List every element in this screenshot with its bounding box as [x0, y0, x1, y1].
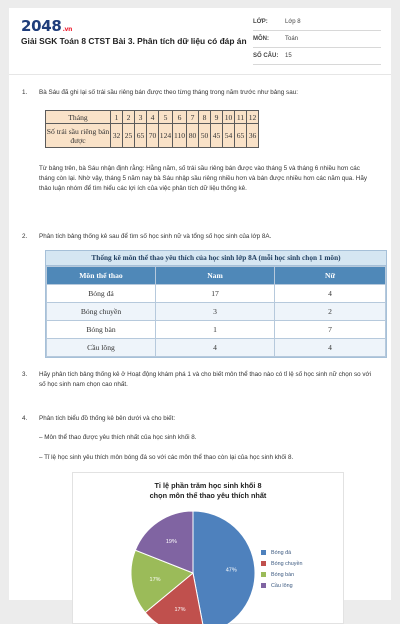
table-row [46, 124, 259, 148]
table-cell: 8 [199, 111, 211, 124]
pie-data-label: 17% [149, 577, 161, 584]
table-cell: 32 [111, 124, 123, 148]
pie-svg [73, 473, 343, 623]
question-text: Phân tích biểu đồ thống kê bên dưới và cho biết: [39, 415, 176, 422]
question-1 [22, 88, 377, 98]
table-row [47, 339, 386, 357]
table-cell: 4 [275, 285, 386, 303]
document-title: Giải SGK Toán 8 CTST Bài 3. Phân tích dữ liệu có đáp án [21, 36, 247, 46]
pie-data-label: 17% [174, 607, 186, 614]
table-cell: 7 [187, 111, 199, 124]
table-header-cell: Nữ [275, 267, 386, 285]
table-cell: 5 [159, 111, 173, 124]
meta-row-subject [253, 31, 381, 48]
question-text: Hãy phân tích bảng thống kê ở Hoạt động khám phá 1 và cho biết môn thể thao nào có tỉ lệ số học sinh nữ chọn so với số học sinh nam chọn cao nhất. [39, 371, 372, 388]
table-cell: 45 [211, 124, 223, 148]
table-row [47, 285, 386, 303]
table-cell: 17 [156, 285, 275, 303]
question-text: Bà Sáu đã ghi lại số trái sầu riêng bán được theo từng tháng trong năm trước như bảng sau: [39, 89, 298, 96]
header-divider [9, 74, 391, 75]
table-cell: 124 [159, 124, 173, 148]
pie-data-label: 19% [165, 539, 177, 546]
question-number: 4. [22, 415, 28, 422]
table-cell: 25 [123, 124, 135, 148]
table-cell: 6 [173, 111, 187, 124]
pie-slice [193, 511, 255, 624]
legend-label: Bóng bàn [271, 571, 295, 578]
question-1-paragraph: Từ bảng trên, bà Sáu nhận định rằng: Hằng năm, số trái sầu riêng bán được vào tháng 5 và tháng 6 nhiều hơn các tháng còn lại. Nhờ vậy, tháng 5 năm nay bà Sáu nhập sầu riêng nhiều hơn và bán được nhiều hơn các năm qua. Hãy thảo luận nhóm để tìm hiểu các lợi ích của việc phân tích dữ liệu thống kê. [39, 165, 367, 192]
table-cell: 80 [187, 124, 199, 148]
table-header-cell: Tháng [46, 111, 111, 124]
sports-table-grid [46, 266, 386, 357]
table-cell: 54 [223, 124, 235, 148]
meta-info [253, 14, 381, 65]
table-cell: 4 [156, 339, 275, 357]
table-cell: 11 [235, 111, 247, 124]
legend-item [261, 547, 302, 558]
table-cell: 3 [135, 111, 147, 124]
chart-title-line-2: chọn môn thể thao yêu thích nhất [149, 491, 267, 500]
table-cell: 3 [156, 303, 275, 321]
table-cell: 7 [275, 321, 386, 339]
legend-item [261, 580, 302, 591]
site-logo[interactable] [21, 17, 72, 35]
pie-data-label: 47% [225, 567, 237, 574]
table-cell: 110 [173, 124, 187, 148]
table-row [47, 321, 386, 339]
question-4 [22, 414, 377, 424]
meta-key: MÔN: [253, 36, 269, 42]
meta-row-count [253, 48, 381, 65]
meta-row-class [253, 14, 381, 31]
chart-title-line-1: Tỉ lệ phần trăm học sinh khối 8 [154, 481, 262, 490]
table-row [47, 303, 386, 321]
page-header [9, 8, 391, 70]
table-cell: 65 [135, 124, 147, 148]
pie-chart [72, 472, 344, 624]
legend-swatch [261, 572, 266, 577]
legend-label: Cầu lông [271, 582, 293, 589]
table-header-cell: Môn thể thao [47, 267, 156, 285]
document-page [9, 8, 391, 614]
table-header-cell: Số trái sầu riêng bán được [46, 124, 111, 148]
table-cell: 36 [247, 124, 259, 148]
meta-key: LỚP: [253, 19, 268, 25]
meta-key: SỐ CÂU: [253, 53, 279, 59]
table-cell: 70 [147, 124, 159, 148]
table-cell: 12 [247, 111, 259, 124]
table-cell: 65 [235, 124, 247, 148]
table-cell: 50 [199, 124, 211, 148]
table-header-row [47, 267, 386, 285]
table-cell: 2 [123, 111, 135, 124]
table-cell: Bóng đá [47, 285, 156, 303]
legend-swatch [261, 561, 266, 566]
chart-legend [261, 547, 302, 591]
legend-item [261, 558, 302, 569]
question-3 [22, 370, 377, 390]
question-2 [22, 232, 377, 242]
legend-label: Bóng chuyền [271, 560, 303, 567]
table-cell: 1 [156, 321, 275, 339]
table-cell: 9 [211, 111, 223, 124]
meta-value: 15 [285, 53, 292, 59]
table-caption: Thống kê môn thể thao yêu thích của học sinh lớp 8A (mỗi học sinh chọn 1 môn) [46, 251, 386, 266]
table-cell: Bóng bàn [47, 321, 156, 339]
table-header-cell: Nam [156, 267, 275, 285]
meta-value: Toán [285, 36, 299, 42]
table-cell: Cầu lông [47, 339, 156, 357]
question-number: 1. [22, 89, 28, 96]
table-cell: 4 [275, 339, 386, 357]
logo-suffix: .vn [62, 26, 73, 33]
durian-sales-table [45, 110, 259, 148]
sports-table [45, 250, 387, 358]
question-number: 3. [22, 371, 28, 378]
legend-swatch [261, 550, 266, 555]
question-4-bullet-1: – Môn thể thao được yêu thích nhất của học sinh khối 8. [39, 434, 197, 441]
legend-swatch [261, 583, 266, 588]
table-cell: Bóng chuyền [47, 303, 156, 321]
meta-value: Lớp 8 [285, 19, 301, 25]
table-row [46, 111, 259, 124]
question-4-bullet-2: – Tỉ lệ học sinh yêu thích môn bóng đá so với các môn thể thao còn lại của học sinh khối 8. [39, 454, 294, 461]
table-cell: 4 [147, 111, 159, 124]
logo-text: 2048 [21, 17, 62, 35]
table-cell: 10 [223, 111, 235, 124]
table-cell: 2 [275, 303, 386, 321]
table-cell: 1 [111, 111, 123, 124]
legend-item [261, 569, 302, 580]
question-text: Phân tích bảng thống kê sau để tìm số học sinh nữ và tổng số học sinh của lớp 8A. [39, 233, 272, 240]
legend-label: Bóng đá [271, 549, 292, 556]
question-number: 2. [22, 233, 28, 240]
